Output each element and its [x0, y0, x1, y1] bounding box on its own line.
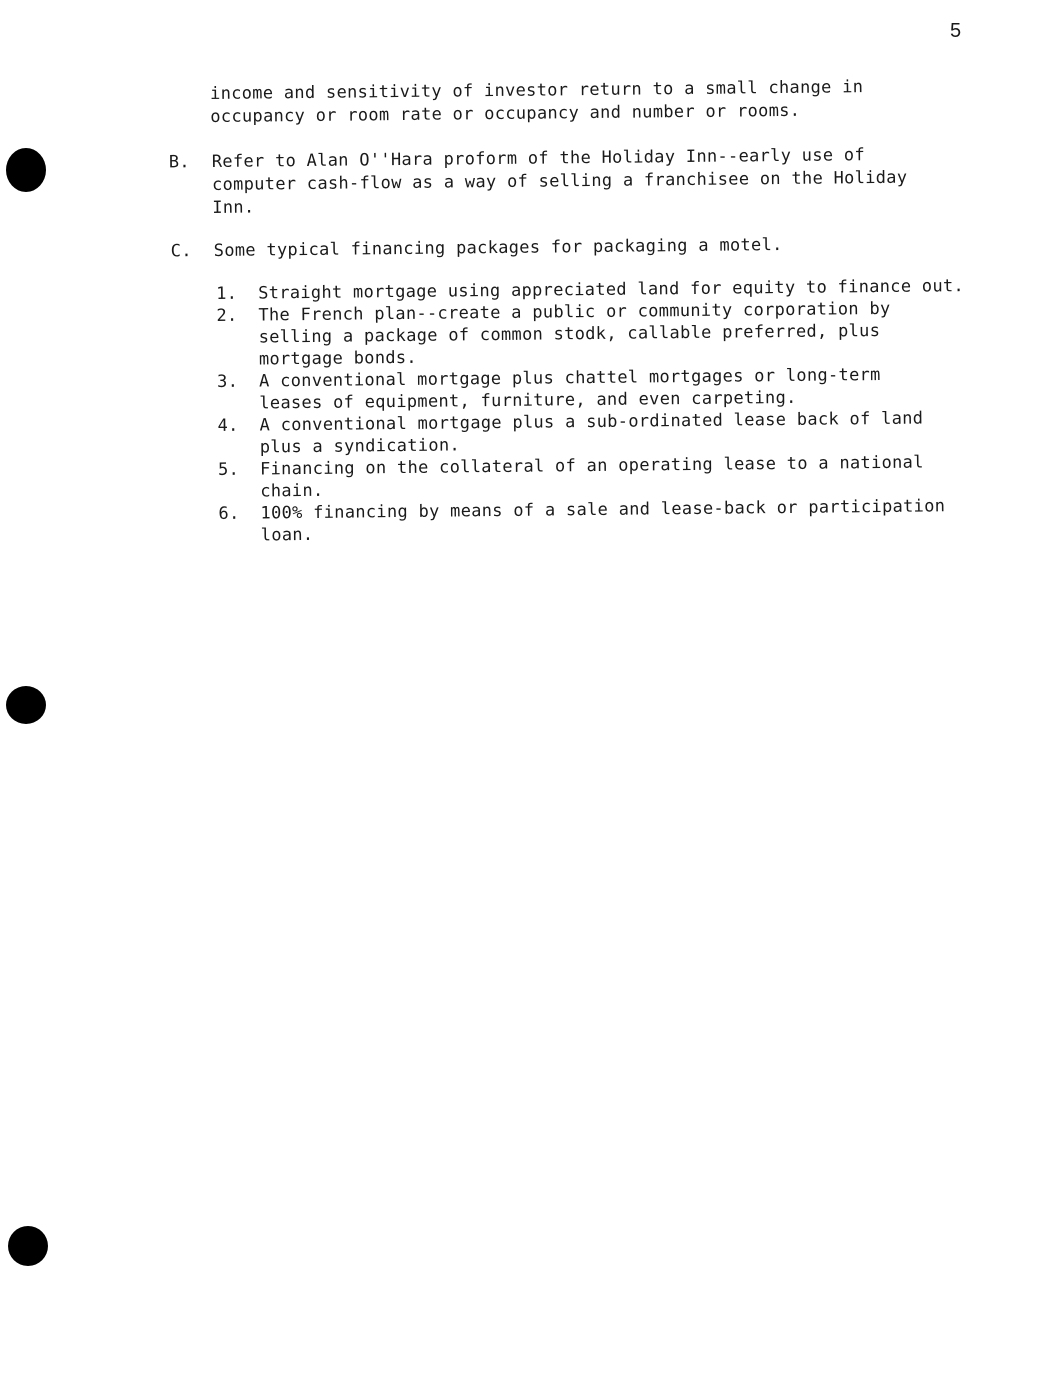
section-c-marker: C. [170, 241, 192, 262]
list-item-line: plus a syndication. [259, 435, 461, 458]
list-item-line: mortgage bonds. [258, 347, 418, 370]
punch-hole-bottom [8, 1226, 48, 1266]
list-item-number: 3. [217, 371, 239, 392]
list-item-line: Financing on the collateral of an operating lease to a national [259, 452, 924, 480]
section-b-line-1: Refer to Alan O''Hara proform of the Holiday Inn--early use of [211, 145, 866, 172]
list-item-number: 5. [217, 459, 240, 480]
list-item-number: 4. [217, 415, 239, 436]
punch-hole-top [6, 148, 46, 192]
list-item-line: chain. [260, 480, 324, 502]
punch-hole-middle [6, 686, 46, 724]
list-item-number: 6. [218, 503, 240, 524]
section-c-heading: Some typical financing packages for packaging a motel. [213, 235, 783, 261]
list-item-number: 1. [216, 283, 238, 304]
list-item-number: 2. [216, 305, 238, 326]
page-number: 5 [950, 20, 962, 42]
section-b-line-2: computer cash-flow as a way of selling a franchisee on the Holiday [211, 167, 908, 195]
list-item-line: loan. [260, 524, 314, 546]
list-item-line: 100% financing by means of a sale and lease-back or participation [260, 496, 946, 524]
intro-line-1: income and sensitivity of investor return to a small change in [210, 77, 864, 104]
page-body [0, 76, 1000, 546]
section-b-marker: B. [168, 152, 191, 173]
list-item-line: A conventional mortgage plus chattel mortgages or long-term [259, 364, 881, 392]
list-item-line: selling a package of common stodk, callable preferred, plus [258, 320, 881, 348]
list-item-line: A conventional mortgage plus a sub-ordinated lease back of land [259, 408, 924, 436]
list-item-line: Straight mortgage using appreciated land for equity to finance out. [258, 276, 965, 304]
section-b-line-3: Inn. [212, 197, 255, 218]
list-item-line: The French plan--create a public or community corporation by [258, 298, 891, 326]
list-item-line: leases of equipment, furniture, and even carpeting. [259, 387, 797, 414]
intro-line-2: occupancy or room rate or occupancy and number or rooms. [210, 100, 801, 127]
